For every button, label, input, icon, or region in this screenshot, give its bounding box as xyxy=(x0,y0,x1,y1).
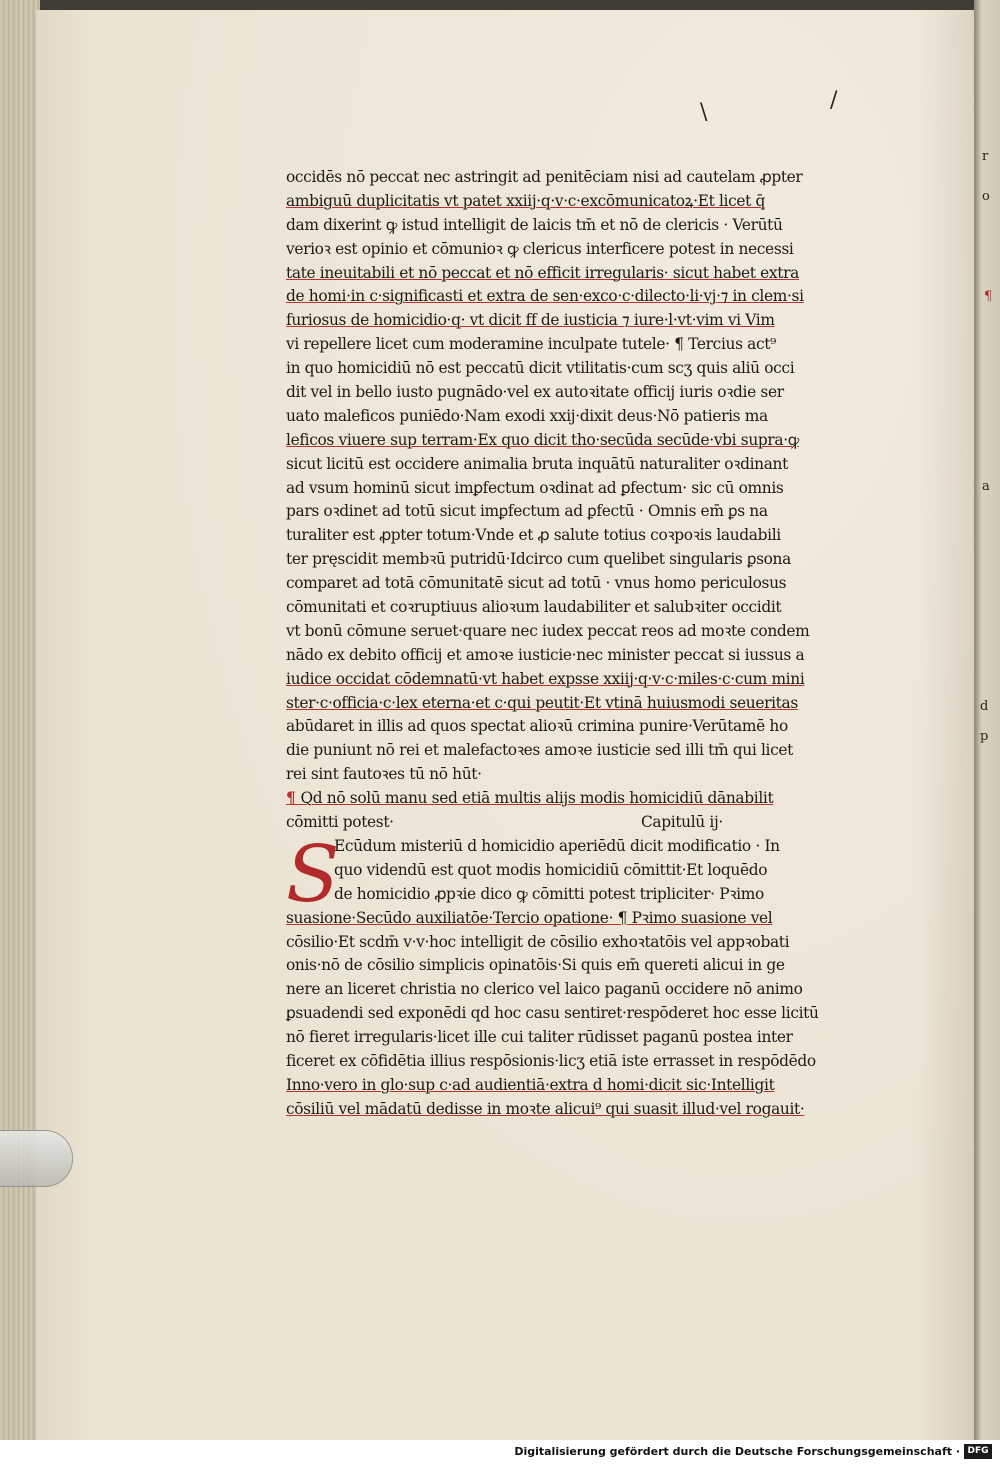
text-line: dit vel in bello iusto pugnādo·vel ex autoꝛitate officij iuris oꝛdie ser xyxy=(286,383,784,402)
text-line: ambiguū duplicitatis vt patet xxiij·q·v·c·excōmunicatoꝝ·Et licet q̄ xyxy=(286,191,766,210)
facing-page-mark: d xyxy=(980,699,989,714)
text-line: iudice occidat cōdemnatū·vt habet expsse xxiij·q·v·c·miles·c·cum mini xyxy=(286,669,805,688)
text-line: cōsilio·Et scdm̄ v·v·hoc intelligit de cōsilio exhoꝛtatōis vel appꝛobati xyxy=(286,932,790,951)
text-line: nādo ex debito officij et amoꝛe iusticie·nec minister peccat si iussus a xyxy=(286,645,805,664)
page-clip xyxy=(0,1130,73,1187)
text-line: comparet ad totā cōmunitatē sicut ad totū · vnus homo periculosus xyxy=(286,574,787,593)
facing-page-mark: p xyxy=(980,729,989,744)
text-line: die puniunt nō rei et malefactoꝛes amoꝛe iusticie sed illi tm̄ qui licet xyxy=(286,741,793,760)
rubric-heading xyxy=(286,787,882,811)
red-initial: S xyxy=(286,829,340,920)
text-line: nō fieret irregularis·licet ille cui taliter rūdisset paganū postea inter xyxy=(286,1028,793,1047)
text-line: uato maleficos puniēdo·Nam exodi xxij·dixit deus·Nō patieris ma xyxy=(286,406,768,425)
page-edge-stack xyxy=(0,0,40,1440)
text-line: de homicidio ꝓpꝛie dico ꝙ cōmitti potest tripliciter· Pꝛimo xyxy=(334,884,764,903)
text-line: nere an liceret christia no clerico vel laico paganū occidere nō animo xyxy=(286,980,803,999)
text-line: ꝑsuadendi sed exponēdi qd hoc casu sentiret·respōderet hoc esse licitū xyxy=(286,1004,819,1023)
text-line: in quo homicidiū nō est peccatū dicit vtilitatis·cum scʒ quis aliū occi xyxy=(286,359,795,378)
text-line: tate ineuitabili et nō peccat et nō efficit irregularis· sicut habet extra xyxy=(286,263,799,282)
text-line: de homi·in c·significasti et extra de sen·exco·c·dilecto·li·vj·⁊ in clem·si xyxy=(286,287,804,306)
facing-page-mark: o xyxy=(982,189,990,204)
funding-notice: Digitalisierung gefördert durch die Deutsche Forschungsgemeinschaft · xyxy=(514,1445,960,1458)
text-line: turaliter est ꝓpter totum·Vnde et ꝓ salute totius coꝛpoꝛis laudabili xyxy=(286,526,781,545)
text-line: quo videndū est quot modis homicidiū cōmittit·Et loquēdo xyxy=(334,860,768,879)
text-line: vi repellere licet cum moderamine inculpate tutele· ¶ Tercius act⁹ xyxy=(286,335,776,354)
text-line: verioꝛ est opinio et cōmunioꝛ ꝙ clericus interficere potest in necessi xyxy=(286,239,794,258)
text-line: ster·c·officia·c·lex eterna·et c·qui peutit·Et vtinā huiusmodi seueritas xyxy=(286,693,798,712)
text-line: vt bonū cōmune seruet·quare nec iudex peccat reos ad moꝛte condem xyxy=(286,621,810,640)
facing-page-edge xyxy=(974,0,1000,1440)
facing-page-mark: r xyxy=(982,149,989,164)
text-line: abūdaret in illis ad quos spectat alioꝛū crimina punire·Verūtamē ho xyxy=(286,717,788,736)
facing-page-mark: a xyxy=(982,479,990,494)
chapter-body xyxy=(286,829,882,1122)
pilcrow-mark: ¶ xyxy=(286,789,301,808)
rubric-text: cōmitti potest· xyxy=(286,813,394,832)
text-line: leficos viuere sup terram·Ex quo dicit tho·secūda secūde·vbi supra·ꝙ xyxy=(286,430,799,449)
text-line: cōmunitati et coꝛruptiuus alioꝛum laudabiliter et salubꝛiter occidit xyxy=(286,598,782,617)
text-line: ficeret ex cōfidētia illius respōsionis·licʒ etiā iste errasset in respōdēdo xyxy=(286,1051,816,1070)
rubric-heading-cont xyxy=(286,811,882,835)
dfg-logo: DFG xyxy=(964,1444,992,1459)
text-line: pars oꝛdinet ad totū sicut imꝑfectum ad ꝑfectū · Omnis em̄ ꝑs na xyxy=(286,502,768,521)
text-line: Ecūdum misteriū d homicidio aperiēdū dicit modificatio · In xyxy=(334,836,780,855)
chapter-title: Capitulū ij· xyxy=(641,813,723,832)
text-line: suasione·Secūdo auxiliatōe·Tercio opatione· ¶ Pꝛimo suasione vel xyxy=(286,908,773,927)
text-line: onis·nō de cōsilio simplicis opinatōis·Si quis em̄ quereti alicui in ge xyxy=(286,956,785,975)
ink-mark: \ xyxy=(700,100,708,125)
rubric-text: Qd nō solū manu sed etiā multis alijs modis homicidiū dānabilit xyxy=(300,789,774,808)
text-line: cōsiliū vel mādatū dedisse in moꝛte alicui⁹ qui suasit illud·vel rogauit· xyxy=(286,1099,805,1118)
text-line: dam dixerint ꝙ istud intelligit de laicis tm̄ et nō de clericis · Verūtū xyxy=(286,215,783,234)
text-line: rei sint fautoꝛes tū nō hūt· xyxy=(286,765,482,784)
text-line: ter pręscidit membꝛū putridū·Idcirco cum quelibet singularis ꝑsona xyxy=(286,550,791,569)
ink-mark: / xyxy=(830,88,838,113)
text-line: furiosus de homicidio·q· vt dicit ff de iusticia ⁊ iure·l·vt·vim vi Vim xyxy=(286,311,775,330)
text-line: occidēs nō peccat nec astringit ad penitēciam nisi ad cautelam ꝓpter xyxy=(286,168,803,186)
text-line: sicut licitū est occidere animalia bruta inquātū naturaliter oꝛdinant xyxy=(286,454,788,473)
text-column xyxy=(286,166,882,1122)
facing-page-mark: ¶ xyxy=(984,289,993,304)
footer-bar xyxy=(0,1440,1000,1464)
text-line: ad vsum hominū sicut imꝑfectum oꝛdinat ad ꝑfectum· sic cū omnis xyxy=(286,478,784,497)
text-line: Inno·vero in glo·sup c·ad audientiā·extra d homi·dicit sic·Intelligit xyxy=(286,1075,775,1094)
